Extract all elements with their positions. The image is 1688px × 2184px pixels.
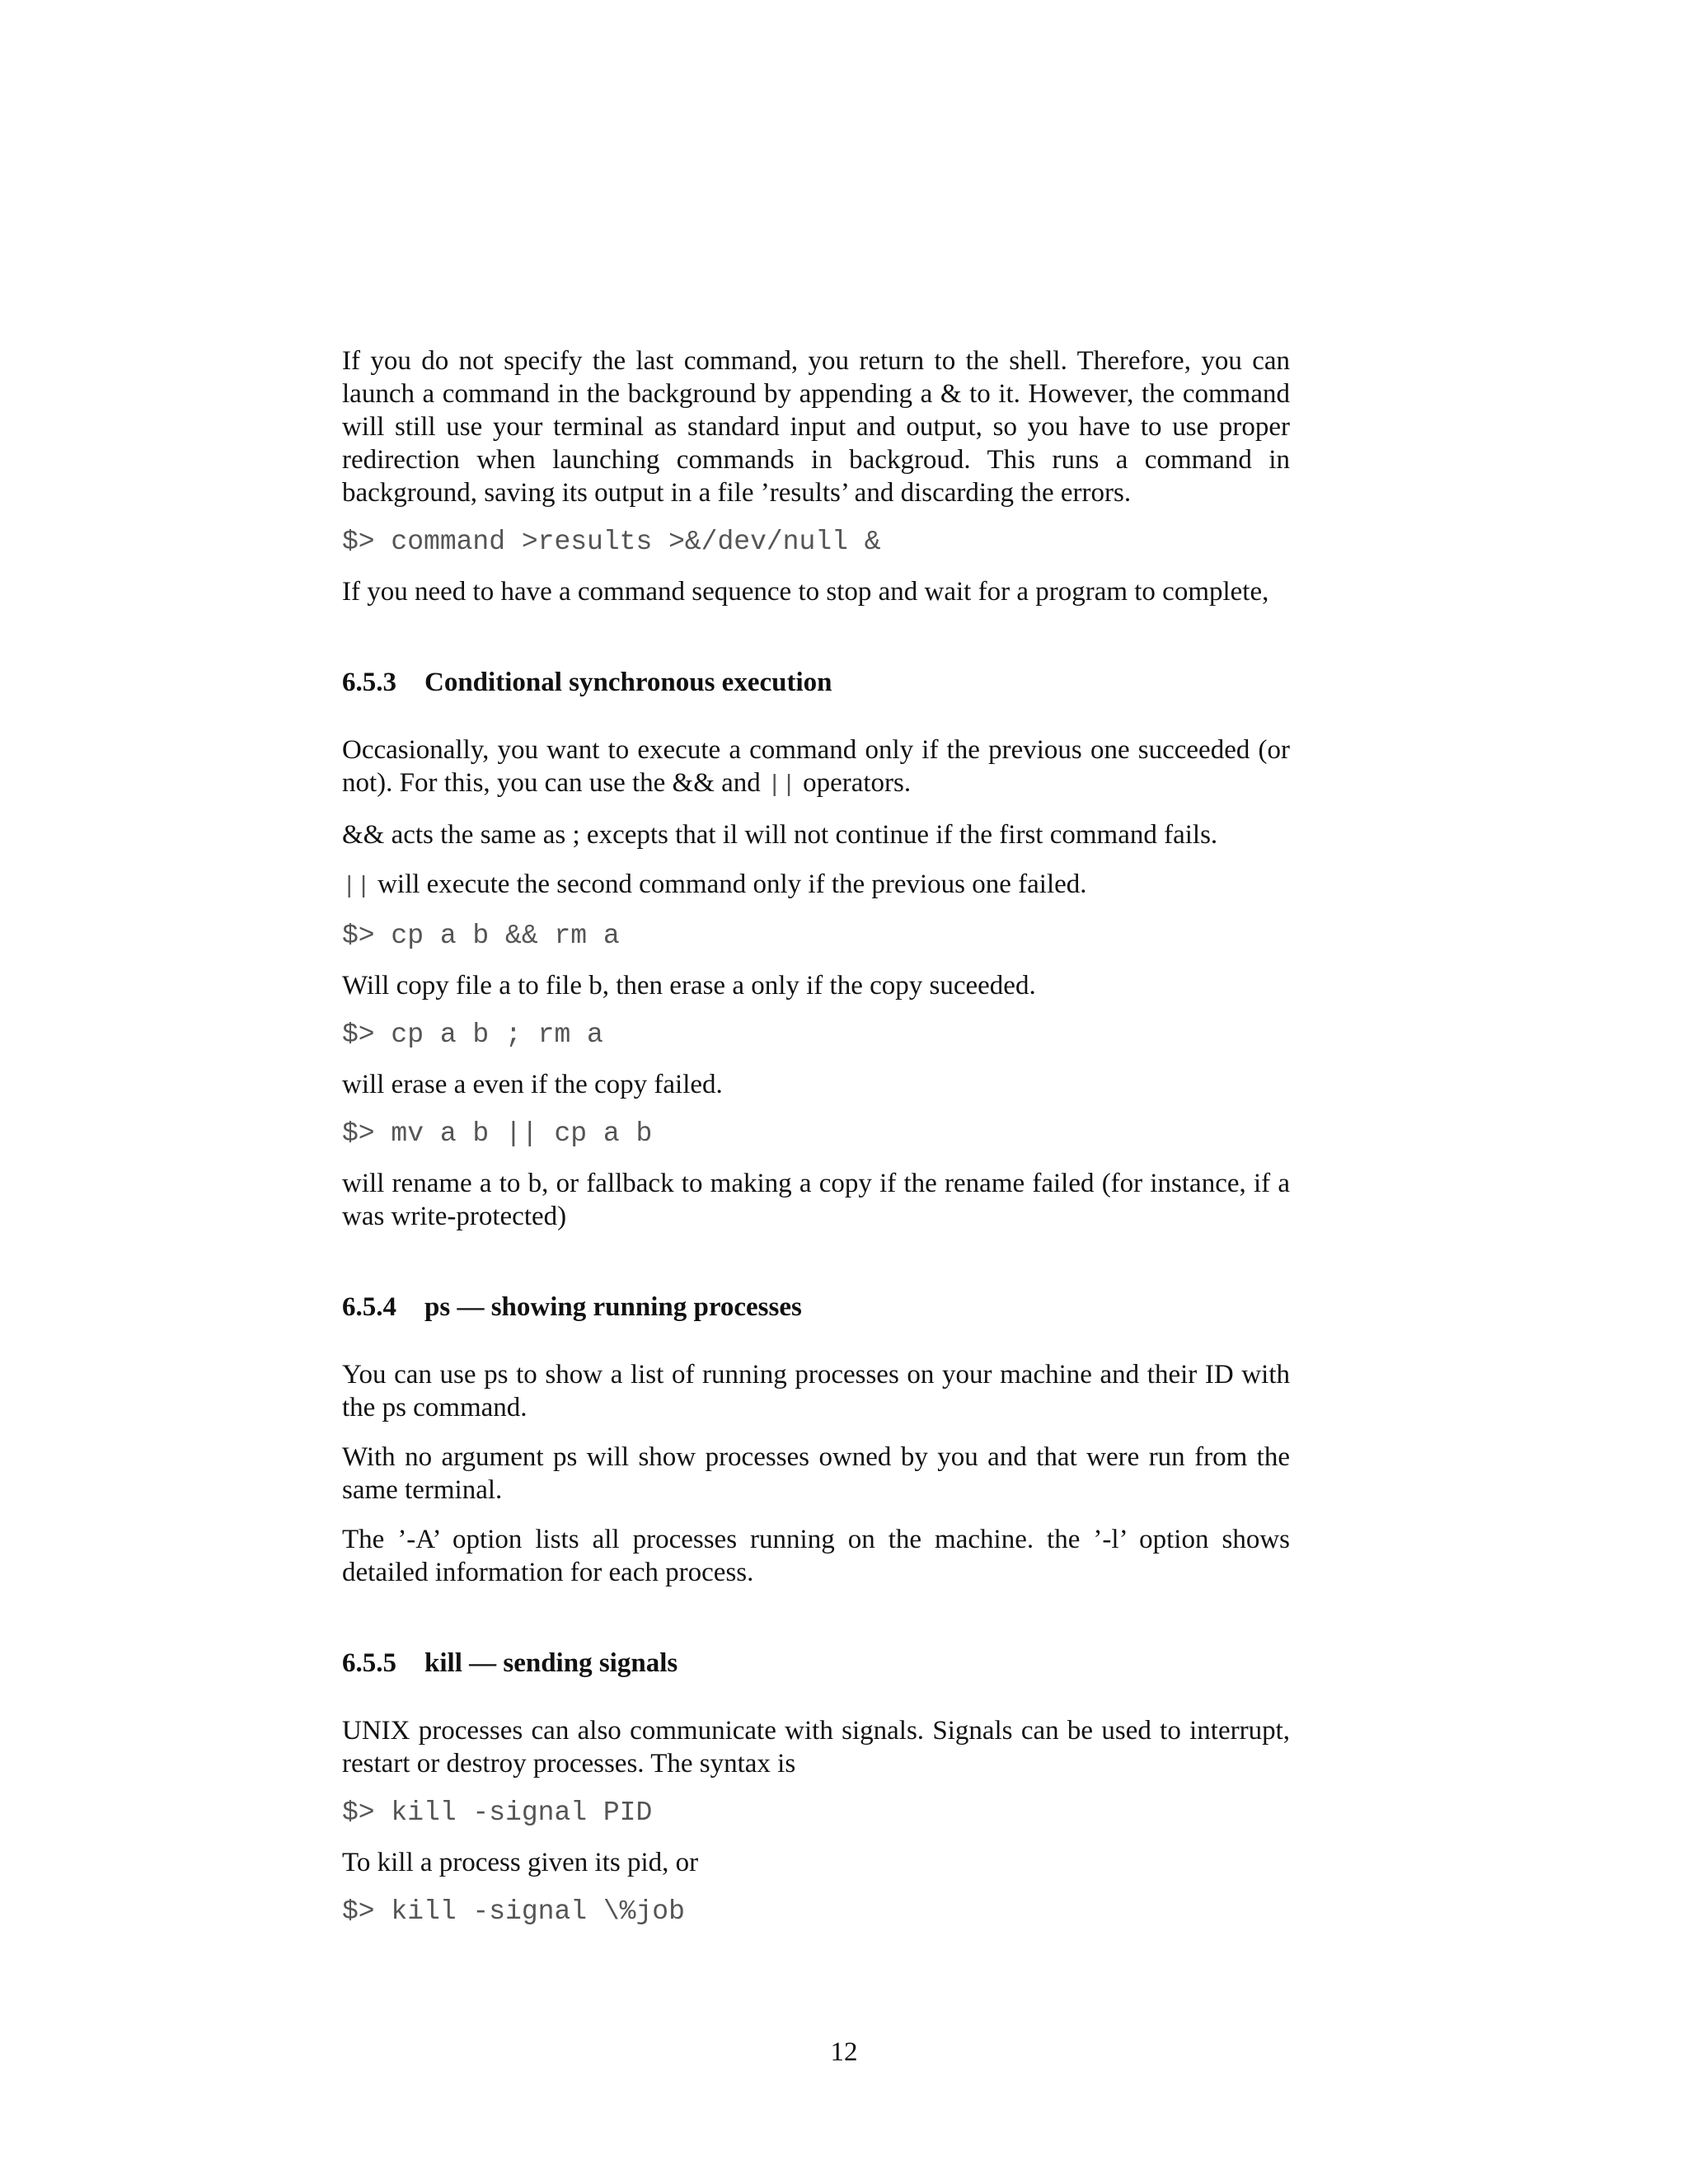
s654-paragraph-1: You can use ps to show a list of running processes on your machine and their ID with the ps command. (342, 1360, 1290, 1422)
s653-p3-operator: || (342, 873, 371, 900)
intro-paragraph-1: If you do not specify the last command, you return to the shell. Therefore, you can launch a command in the background by appending a & to it. However, the command will still use your terminal as standard input and output, so you have to use proper redirection when launching commands in backgroud. This runs a command in background, saving its output in a file ’results’ and discarding the errors. (342, 346, 1290, 508)
s655-paragraph-1: UNIX processes can also communicate with signals. Signals can be used to interrupt, restart or destroy processes. The syntax is (342, 1716, 1290, 1779)
section-title: ps — showing running processes (424, 1292, 802, 1322)
s653-p1-operator: || (767, 771, 796, 799)
section-number: 6.5.4 (342, 1292, 396, 1322)
section-number: 6.5.3 (342, 668, 396, 697)
s653-paragraph-6: will rename a to b, or fallback to making a copy if the rename failed (for instance, if a was write-protected) (342, 1169, 1290, 1231)
s653-paragraph-2: && acts the same as ; excepts that il will not continue if the first command fails. (342, 820, 1218, 850)
s653-p1-text-a: Occasionally, you want to execute a command only if the previous one succeeded (or not). For this, you can use the && and (342, 735, 1290, 798)
code-cp-and-rm: $> cp a b && rm a (342, 921, 620, 951)
page-body (342, 344, 1290, 1945)
code-mv-or-cp: $> mv a b || cp a b (342, 1118, 653, 1149)
code-cp-semicolon-rm: $> cp a b ; rm a (342, 1019, 603, 1050)
intro-paragraph-2: If you need to have a command sequence to stop and wait for a program to complete, (342, 577, 1269, 607)
s653-paragraph-5: will erase a even if the copy failed. (342, 1070, 723, 1099)
s653-paragraph-3 (342, 868, 1290, 903)
s654-paragraph-2: With no argument ps will show processes owned by you and that were run from the same terminal. (342, 1442, 1290, 1505)
section-heading-6-5-4 (342, 1291, 1290, 1324)
section-title: Conditional synchronous execution (424, 668, 832, 697)
code-kill-pid: $> kill -signal PID (342, 1797, 653, 1828)
s653-p3-text: will execute the second command only if the previous one failed. (370, 869, 1087, 899)
code-kill-job: $> kill -signal \%job (342, 1896, 685, 1927)
s653-paragraph-1 (342, 733, 1290, 802)
s653-paragraph-4: Will copy file a to file b, then erase a only if the copy suceeded. (342, 971, 1036, 1001)
page-number: 12 (830, 2037, 858, 2067)
section-number: 6.5.5 (342, 1648, 396, 1678)
section-heading-6-5-3 (342, 666, 1290, 699)
section-title: kill — sending signals (424, 1648, 678, 1678)
s653-p1-text-b: operators. (795, 768, 912, 798)
code-command-background: $> command >results >&/dev/null & (342, 527, 881, 557)
section-heading-6-5-5 (342, 1647, 1290, 1680)
s655-paragraph-2: To kill a process given its pid, or (342, 1848, 699, 1877)
s654-paragraph-3: The ’-A’ option lists all processes running on the machine. the ’-l’ option shows detailed information for each process. (342, 1525, 1290, 1587)
